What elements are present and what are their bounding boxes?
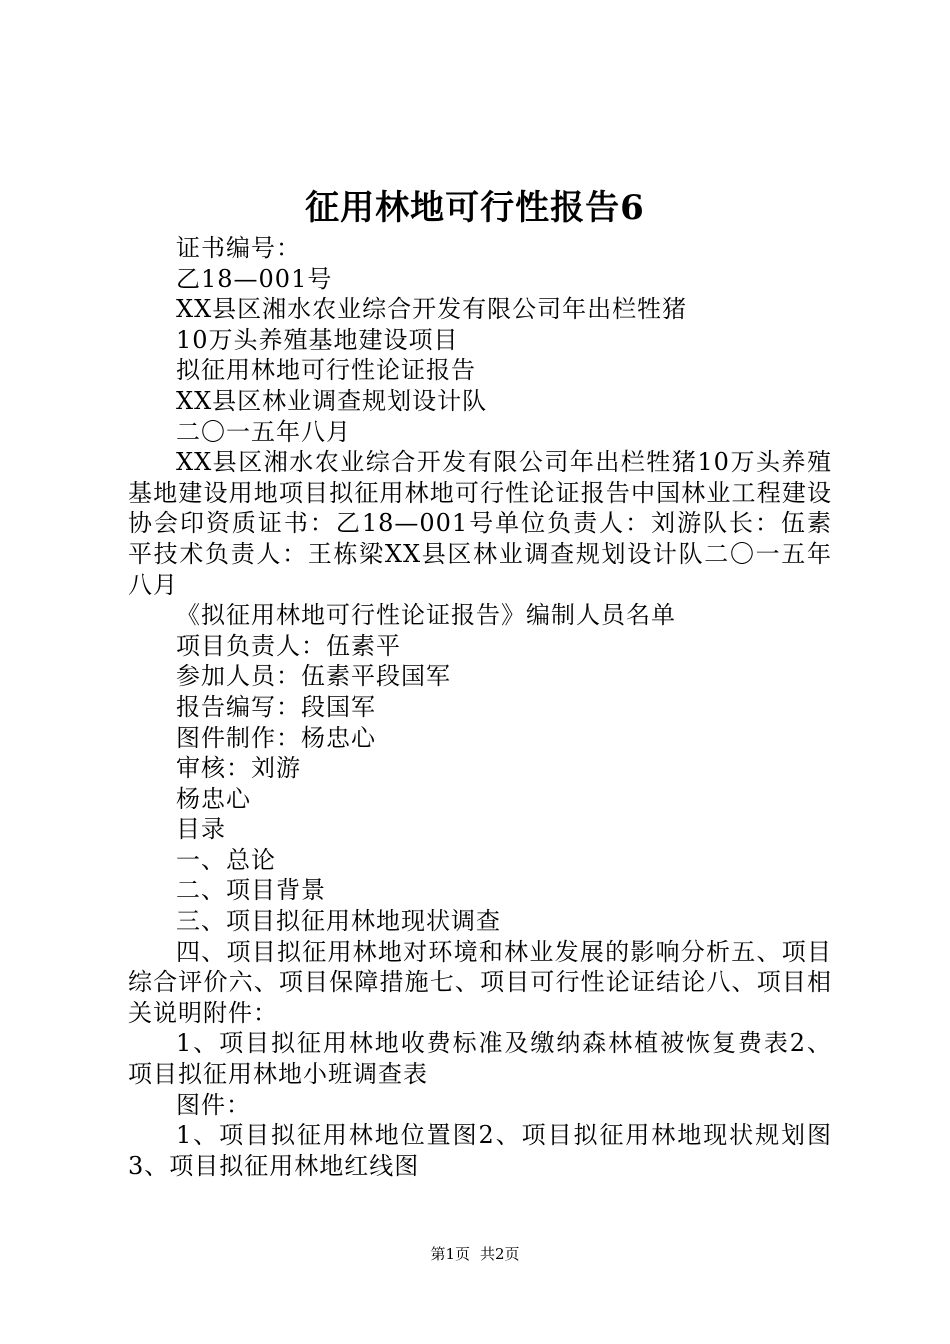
document-title: 征用林地可行性报告6	[305, 188, 645, 228]
paragraph-report-writer: 报告编写：段国军	[176, 692, 376, 721]
document-body	[128, 233, 832, 1181]
attachments-list: 1、项目拟征用林地收费标准及缴纳森林植被恢复费表2、项目拟征用林地小班调查表	[128, 1029, 832, 1089]
paragraph-figures-label: 图件：	[176, 1090, 251, 1119]
paragraph-reviewer: 审核：刘游	[176, 754, 301, 783]
toc-item-4-8: 四、项目拟征用林地对环境和林业发展的影响分析五、项目综合评价六、项目保障措施七、项目可行性论证结论八、项目相关说明附件：	[128, 937, 832, 1027]
paragraph-certificate-label: 证书编号：	[176, 234, 301, 262]
figures-list: 1、项目拟征用林地位置图2、项目拟征用林地现状规划图3、项目拟征用林地红线图	[128, 1121, 832, 1180]
paragraph-reviewer-2: 杨忠心	[176, 784, 251, 813]
paragraph-certificate-number: 乙18—001号	[176, 264, 333, 293]
page-number: 第1页	[430, 1245, 470, 1263]
paragraph-toc-title: 目录	[176, 815, 226, 844]
paragraph-date: 二〇一五年八月	[176, 417, 351, 446]
paragraph-project-lead: 项目负责人：伍素平	[176, 631, 401, 660]
paragraph-summary: XX县区湘水农业综合开发有限公司年出栏牲猪10万头养殖基地建设用地项目拟征用林地可行性论证报告中国林业工程建设协会印资质证书：乙18—001号单位负责人：刘游队长：伍素平技术负责人：王栋梁XX县区林业调查规划设计队二〇一五年八月	[128, 448, 832, 599]
paragraph-participants: 参加人员：伍素平段国军	[176, 662, 451, 691]
toc-item-3: 三、项目拟征用林地现状调查	[176, 907, 501, 936]
paragraph-company-name: XX县区湘水农业综合开发有限公司年出栏牲猪	[176, 295, 688, 324]
paragraph-map-maker: 图件制作：杨忠心	[176, 723, 376, 752]
page-footer	[0, 1243, 950, 1265]
paragraph-report-name: 拟征用林地可行性论证报告	[176, 356, 476, 385]
paragraph-project-name: 10万头养殖基地建设项目	[176, 325, 459, 354]
paragraph-survey-team: XX县区林业调查规划设计队	[176, 386, 488, 415]
page-total: 共2页	[480, 1245, 520, 1263]
paragraph-staff-list-title: 《拟征用林地可行性论证报告》编制人员名单	[176, 601, 676, 630]
toc-item-2: 二、项目背景	[176, 876, 326, 905]
toc-item-1: 一、总论	[176, 845, 276, 874]
